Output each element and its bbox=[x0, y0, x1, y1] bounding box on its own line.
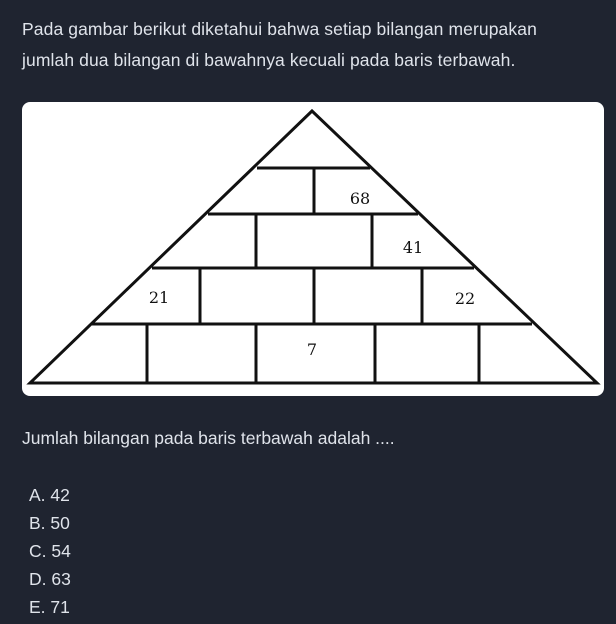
pyramid-figure bbox=[22, 102, 604, 396]
answer-prompt: Jumlah bilangan pada baris terbawah adalah .... bbox=[22, 428, 395, 448]
cell-row4-left: 21 bbox=[148, 288, 170, 307]
answer-options bbox=[29, 481, 71, 621]
option-e[interactable]: E. 71 bbox=[29, 597, 70, 617]
option-b[interactable]: B. 50 bbox=[29, 513, 70, 533]
option-d[interactable]: D. 63 bbox=[29, 569, 71, 589]
question-line-1: Pada gambar berikut diketahui bahwa setiap bilangan merupakan bbox=[22, 19, 537, 39]
question-text bbox=[22, 14, 602, 76]
question-line-2: jumlah dua bilangan di bawahnya kecuali pada baris terbawah. bbox=[22, 50, 516, 70]
cell-row2-right: 68 bbox=[349, 189, 371, 208]
cell-row3-right: 41 bbox=[402, 238, 424, 257]
option-c[interactable]: C. 54 bbox=[29, 541, 71, 561]
option-a[interactable]: A. 42 bbox=[29, 485, 70, 505]
cell-row5-middle: 7 bbox=[306, 340, 318, 359]
pyramid-diagram bbox=[22, 102, 604, 396]
cell-row4-right: 22 bbox=[454, 289, 476, 308]
